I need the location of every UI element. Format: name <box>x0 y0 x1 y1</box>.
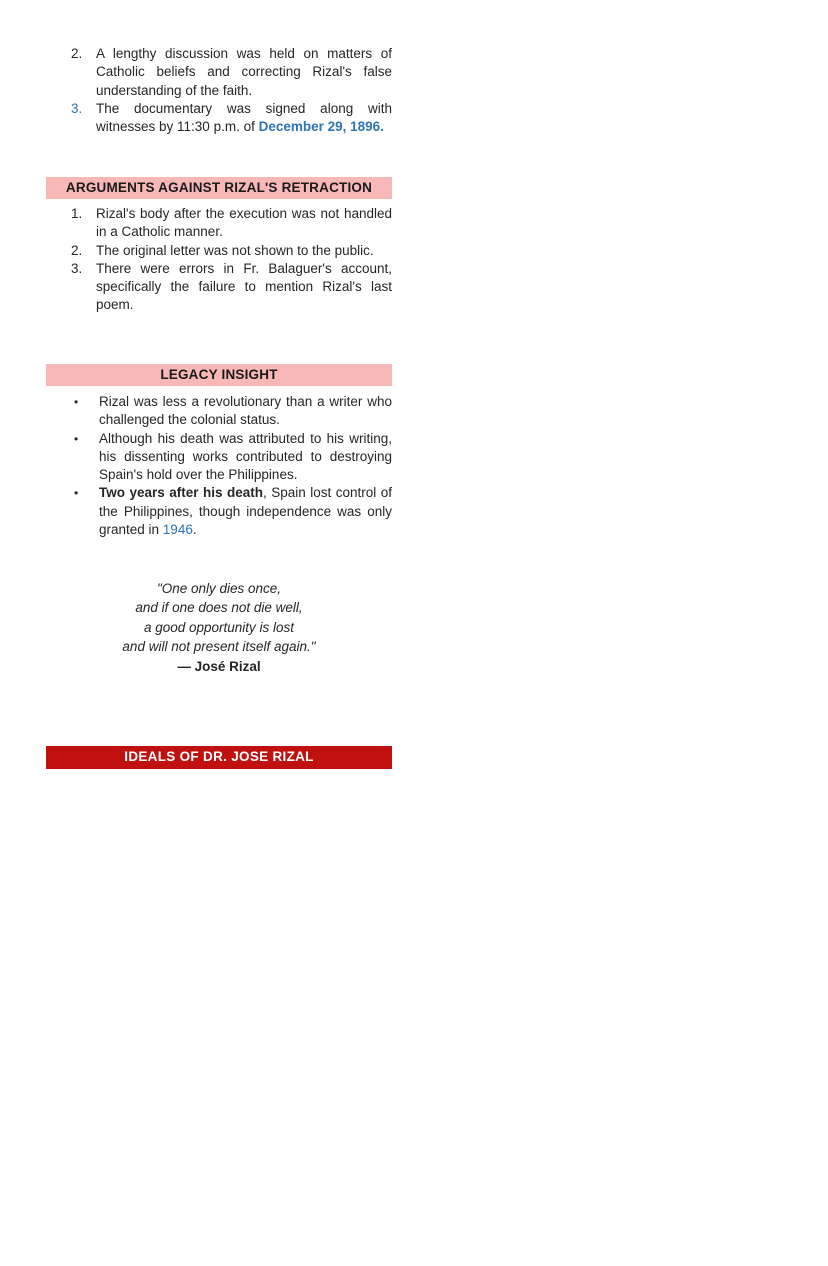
rizal-quote <box>46 579 392 676</box>
list-item-text <box>96 100 392 137</box>
quote-line: and will not present itself again." <box>122 638 316 654</box>
list-item <box>46 393 392 430</box>
list-number: 3. <box>71 260 83 276</box>
list-number: 3. <box>71 100 83 116</box>
section-title: ARGUMENTS AGAINST RIZAL'S RETRACTION <box>65 179 373 195</box>
quote-line: a good opportunity is lost <box>143 619 295 635</box>
list-item-text: Rizal's body after the execution was not handled in a Catholic manner. <box>96 206 392 240</box>
list-item <box>46 100 392 137</box>
section-header-arguments <box>46 177 392 199</box>
bullet-icon: • <box>74 395 79 409</box>
highlight-date: December 29, 1896. <box>258 119 384 135</box>
list-item-text: Although his death was attributed to his writing, his dissenting works contributed to destroying Spain's hold over the Philippines. <box>99 430 392 483</box>
list-number: 1. <box>71 206 83 221</box>
section-header-legacy <box>46 364 392 386</box>
list-number: 2. <box>71 46 83 61</box>
section-title: LEGACY INSIGHT <box>160 366 278 382</box>
list-item-text-plain: The documentary was signed along with witnesses by 11:30 p.m. of <box>96 100 392 135</box>
list-number: 2. <box>71 242 83 258</box>
arguments-list <box>46 205 392 315</box>
list-item-text: A lengthy discussion was held on matters of Catholic beliefs and correcting Rizal's false understanding of the faith. <box>96 46 392 98</box>
list-item-text <box>99 484 392 539</box>
quote-attribution: — José Rizal <box>177 658 261 674</box>
list-item <box>46 242 392 260</box>
bold-lead-text: Two years after his death <box>99 485 263 501</box>
list-item-text: Rizal was less a revolutionary than a writer who challenged the colonial status. <box>99 394 392 428</box>
bullet-icon: • <box>74 486 79 501</box>
list-item-text-plain: . <box>192 522 197 538</box>
quote-line: "One only dies once, <box>156 581 282 596</box>
list-item <box>46 260 392 315</box>
list-item <box>46 430 392 485</box>
bullet-icon: • <box>74 431 79 446</box>
banner-title: IDEALS OF DR. JOSE RIZAL <box>124 749 314 765</box>
retraction-events-list <box>46 45 392 136</box>
highlight-year: 1946 <box>162 522 193 538</box>
list-item <box>46 205 392 242</box>
list-item-text-plain: , Spain lost control of the Philippines, though independence was only granted in <box>99 485 392 538</box>
legacy-bullet-list <box>46 393 392 539</box>
quote-line: and if one does not die well, <box>135 600 303 616</box>
section-banner-ideals <box>46 746 392 769</box>
list-item-text: The original letter was not shown to the public. <box>96 242 374 258</box>
list-item <box>46 484 392 539</box>
list-item-text: There were errors in Fr. Balaguer's account, specifically the failure to mention Rizal's last poem. <box>96 260 392 313</box>
list-item <box>46 45 392 100</box>
